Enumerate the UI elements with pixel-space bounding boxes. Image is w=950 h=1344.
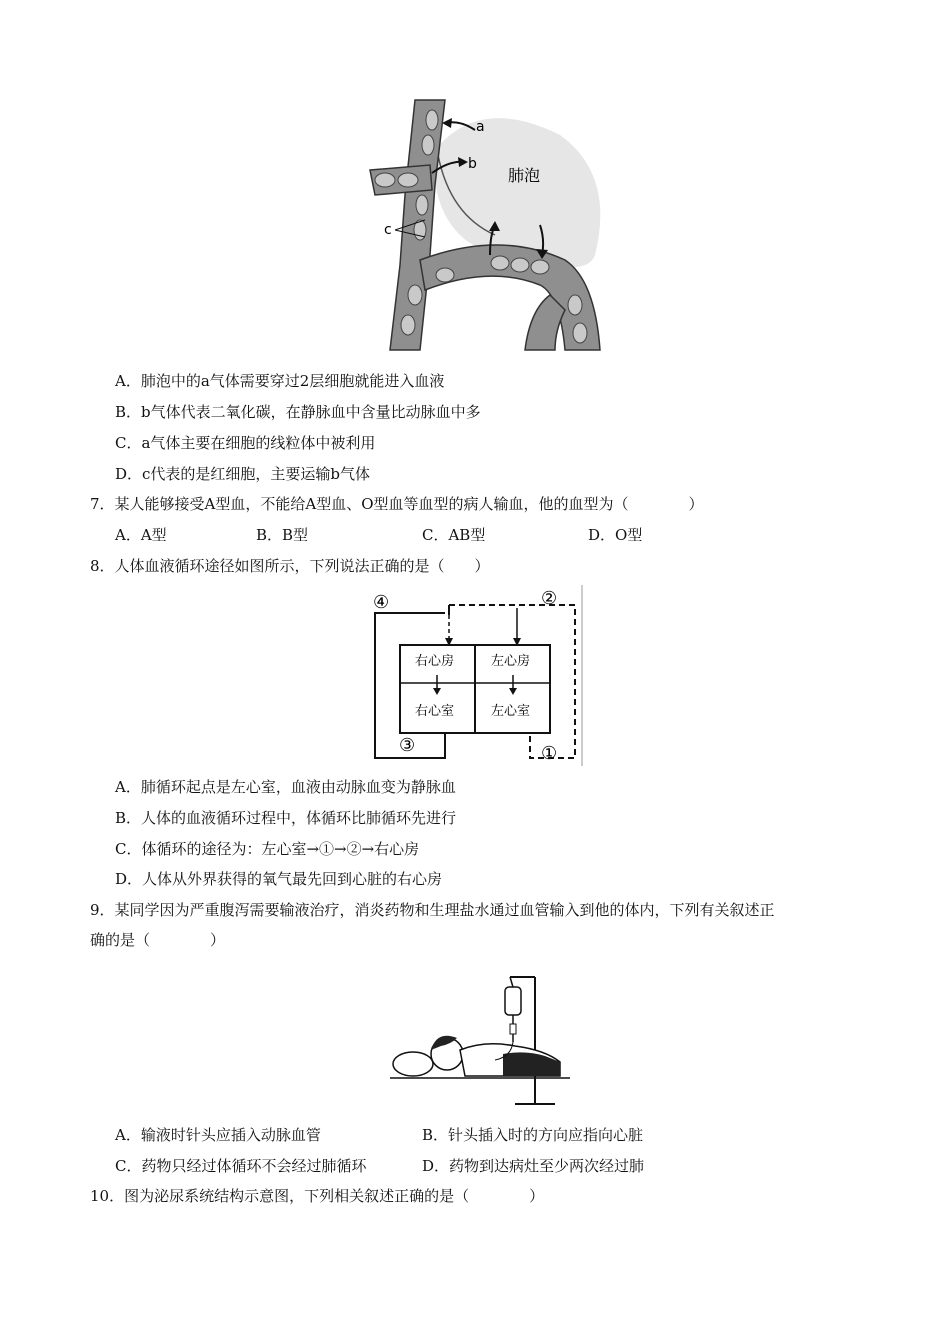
- right-atrium-label: 右心房: [415, 654, 455, 669]
- label-c: c: [384, 222, 392, 238]
- right-ventricle-label: 右心室: [415, 704, 455, 719]
- iv-infusion-figure: [385, 972, 580, 1112]
- q6-option-b: B．b气体代表二氧化碳，在静脉血中含量比动脉血中多: [115, 403, 481, 421]
- q9-option-d: D．药物到达病灶至少两次经过肺: [422, 1157, 645, 1175]
- q8-stem: 8．人体血液循环途径如图所示，下列说法正确的是（ ）: [90, 557, 490, 575]
- q6-option-d: D．c代表的是红细胞，主要运输b气体: [115, 465, 371, 483]
- q8-option-a: A．肺循环起点是左心室，血液由动脉血变为静脉血: [115, 778, 456, 796]
- q7-option-c: C．AB型: [422, 526, 486, 544]
- left-ventricle-label: 左心室: [491, 704, 531, 719]
- label-a: a: [476, 119, 485, 135]
- q6-option-a: A．肺泡中的a气体需要穿过2层细胞就能进入血液: [115, 372, 445, 390]
- q8-option-c: C．体循环的途径为：左心室→①→②→右心房: [115, 840, 420, 858]
- marker-3: ③: [399, 735, 416, 756]
- q8-option-b: B．人体的血液循环过程中，体循环比肺循环先进行: [115, 809, 457, 827]
- q7-stem: 7．某人能够接受A型血，不能给A型血、O型血等血型的病人输血，他的血型为（ ）: [90, 495, 704, 513]
- q7-option-b: B．B型: [256, 526, 309, 544]
- left-atrium-label: 左心房: [491, 654, 531, 669]
- circulation-diagram: [365, 583, 590, 768]
- q6-option-c: C．a气体主要在细胞的线粒体中被利用: [115, 434, 376, 452]
- q8-option-d: D．人体从外界获得的氧气最先回到心脏的右心房: [115, 870, 443, 888]
- label-b: b: [468, 156, 477, 172]
- q7-option-a: A．A型: [115, 526, 167, 544]
- q9-option-c: C．药物只经过体循环不会经过肺循环: [115, 1157, 367, 1175]
- q10-stem: 10．图为泌尿系统结构示意图，下列相关叙述正确的是（ ）: [90, 1187, 545, 1205]
- q9-stem-line2: 确的是（ ）: [90, 931, 226, 949]
- marker-2: ②: [541, 588, 558, 609]
- q9-stem-line1: 9．某同学因为严重腹泻需要输液治疗，消炎药物和生理盐水通过血管输入到他的体内，下列有关叙述正: [90, 901, 775, 919]
- marker-4: ④: [373, 592, 390, 613]
- q9-option-b: B．针头插入时的方向应指向心脏: [422, 1126, 644, 1144]
- q7-option-d: D．O型: [588, 526, 643, 544]
- alveolus-capillary-figure: [360, 95, 610, 355]
- q9-option-a: A．输液时针头应插入动脉血管: [115, 1126, 321, 1144]
- marker-1: ①: [541, 743, 558, 764]
- label-alveolus: 肺泡: [508, 166, 541, 185]
